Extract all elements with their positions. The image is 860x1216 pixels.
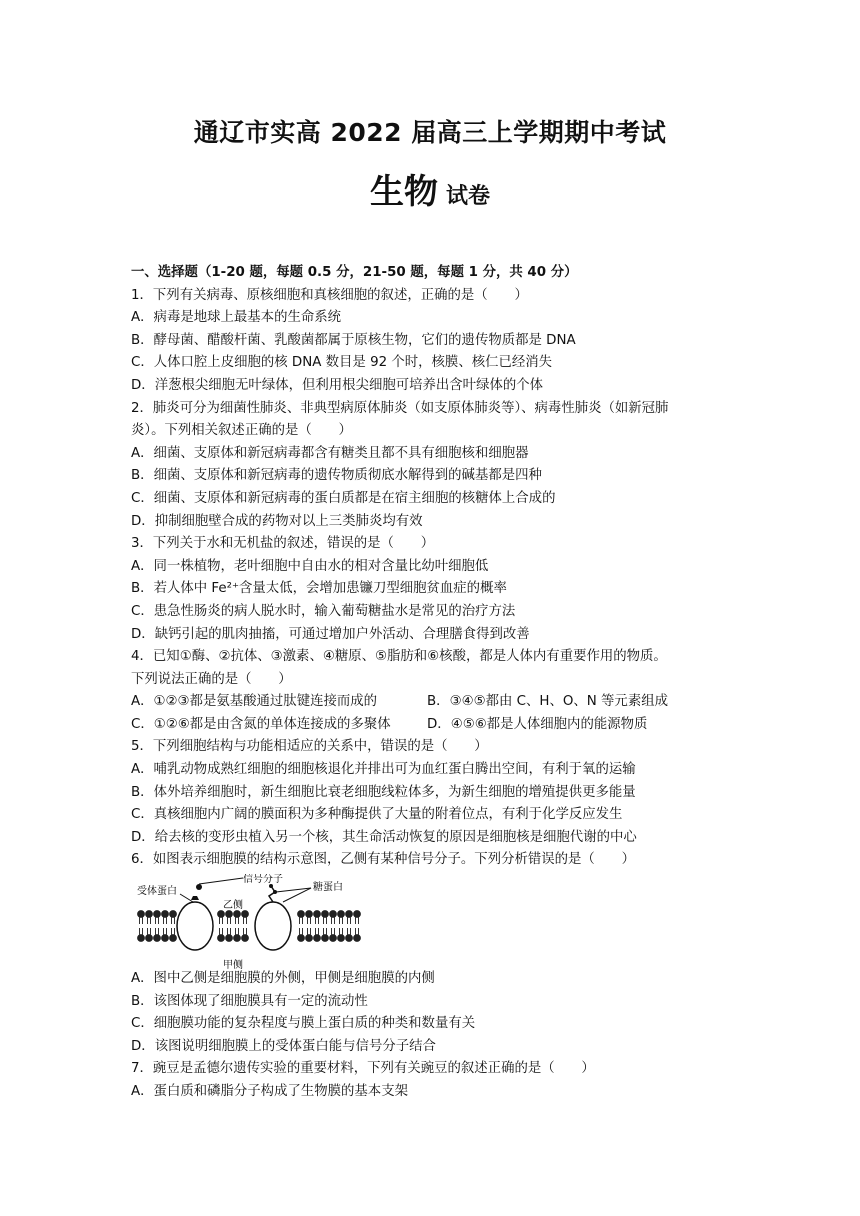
- option: C．患急性肠炎的病人脱水时，输入葡萄糖盐水是常见的治疗方法: [131, 603, 516, 619]
- option: A．①②③都是氨基酸通过肽键连接而成的: [131, 694, 378, 710]
- lipid-head: [314, 911, 321, 918]
- question-stem: 6．如图表示细胞膜的结构示意图，乙侧有某种信号分子。下列分析错误的是（ ）: [131, 852, 635, 868]
- option: D．缺钙引起的肌肉抽搐，可通过增加户外活动、合理膳食得到改善: [131, 626, 530, 642]
- lipid-head: [338, 935, 345, 942]
- lipid-head: [242, 911, 249, 918]
- option: B．若人体中 Fe²⁺含量太低，会增加患镰刀型细胞贫血症的概率: [131, 581, 507, 597]
- exam-subtitle: [0, 164, 860, 213]
- lipid-head: [154, 935, 161, 942]
- lipid-head: [234, 911, 241, 918]
- question-stem: 3．下列关于水和无机盐的叙述，错误的是（ ）: [131, 536, 435, 552]
- membrane-figure: [131, 872, 731, 971]
- lipid-head: [242, 935, 249, 942]
- label-side-a: 甲侧: [223, 960, 243, 971]
- label-receptor-protein: 受体蛋白: [137, 886, 177, 898]
- question-stem: 7．豌豆是孟德尔遗传实验的重要材料，下列有关豌豆的叙述正确的是（ ）: [131, 1061, 595, 1077]
- signal-molecule-shape: [191, 896, 199, 900]
- exam-title: 通辽市实高 2022 届高三上学期期中考试: [193, 118, 667, 147]
- lipid-head: [306, 935, 313, 942]
- option: A．病毒是地球上最基本的生命系统: [131, 310, 342, 326]
- lipid-head: [162, 911, 169, 918]
- lipid-head: [330, 935, 337, 942]
- lipid-tails: [140, 917, 359, 935]
- question-stem: 2．肺炎可分为细菌性肺炎、非典型病原体肺炎（如支原体肺炎等）、病毒性肺炎（如新冠肺: [131, 400, 669, 416]
- lipid-head: [322, 935, 329, 942]
- sugar-chain: [269, 886, 275, 902]
- option: D．洋葱根尖细胞无叶绿体，但利用根尖细胞可培养出含叶绿体的个体: [131, 377, 544, 393]
- question-stem: 下列说法正确的是（ ）: [131, 671, 292, 687]
- lipid-head: [170, 935, 177, 942]
- lipid-head: [234, 935, 241, 942]
- option: C．细胞膜功能的复杂程度与膜上蛋白质的种类和数量有关: [131, 1016, 476, 1032]
- option: D．该图说明细胞膜上的受体蛋白能与信号分子结合: [131, 1038, 436, 1054]
- phospholipid-bilayer: [138, 911, 361, 942]
- lipid-head: [146, 935, 153, 942]
- section-heading: 一、选择题（1-20 题，每题 0.5 分，21-50 题，每题 1 分，共 40 分）: [131, 265, 578, 280]
- receptor-protein-shape: [177, 902, 213, 950]
- label-glycoprotein: 糖蛋白: [313, 882, 343, 894]
- lipid-head: [354, 911, 361, 918]
- lipid-head: [346, 935, 353, 942]
- membrane-diagram: [135, 874, 365, 970]
- option: B．体外培养细胞时，新生细胞比衰老细胞线粒体多，为新生细胞的增殖提供更多能量: [131, 784, 636, 800]
- option: A．蛋白质和磷脂分子构成了生物膜的基本支架: [131, 1084, 408, 1099]
- lipid-head: [138, 911, 145, 918]
- option-row: [131, 691, 731, 714]
- lipid-head: [330, 911, 337, 918]
- lipid-head: [162, 935, 169, 942]
- question-stem: 4．已知①酶、②抗体、③激素、④糖原、⑤脂肪和⑥核酸，都是人体内有重要作用的物质。: [131, 649, 667, 665]
- lipid-head: [154, 911, 161, 918]
- lipid-head: [322, 911, 329, 918]
- lipid-head: [138, 935, 145, 942]
- option: B．③④⑤都由 C、H、O、N 等元素组成: [427, 694, 668, 710]
- lipid-head: [354, 935, 361, 942]
- option: B．细菌、支原体和新冠病毒的遗传物质彻底水解得到的碱基都是四种: [131, 468, 542, 484]
- option: C．①②⑥都是由含氮的单体连接成的多聚体: [131, 716, 391, 732]
- lipid-head: [218, 935, 225, 942]
- lipid-head: [338, 911, 345, 918]
- option: A．细菌、支原体和新冠病毒都含有糖类且都不具有细胞核和细胞器: [131, 445, 529, 461]
- lipid-head: [170, 911, 177, 918]
- lipid-head: [226, 911, 233, 918]
- option: B．酵母菌、醋酸杆菌、乳酸菌都属于原核生物，它们的遗传物质都是 DNA: [131, 332, 576, 348]
- option: D．④⑤⑥都是人体细胞内的能源物质: [427, 716, 648, 732]
- lipid-head: [306, 911, 313, 918]
- option: A．同一株植物，老叶细胞中自由水的相对含量比幼叶细胞低: [131, 558, 489, 574]
- question-stem: 1．下列有关病毒、原核细胞和真核细胞的叙述，正确的是（ ）: [131, 287, 528, 303]
- lipid-head: [346, 911, 353, 918]
- option: C．细菌、支原体和新冠病毒的蛋白质都是在宿主细胞的核糖体上合成的: [131, 490, 556, 506]
- question-stem: 炎）。下列相关叙述正确的是（ ）: [131, 423, 352, 439]
- subject-name: 生物: [369, 172, 438, 212]
- lipid-head: [314, 935, 321, 942]
- label-side-b: 乙侧: [223, 900, 243, 912]
- lipid-head: [226, 935, 233, 942]
- lipid-head: [298, 935, 305, 942]
- option-row: [131, 714, 731, 737]
- option: C．真核细胞内广阔的膜面积为多种酶提供了大量的附着位点，有利于化学反应发生: [131, 807, 623, 823]
- option: D．给去核的变形虫植入另一个核，其生命活动恢复的原因是细胞核是细胞代谢的中心: [131, 829, 637, 845]
- glycoprotein-shape: [255, 902, 291, 950]
- option: A．哺乳动物成熟红细胞的细胞核退化并排出可为血红蛋白腾出空间，有利于氧的运输: [131, 762, 636, 778]
- paper-label: 试卷: [445, 184, 490, 209]
- option: A．图中乙侧是细胞膜的外侧，甲侧是细胞膜的内侧: [131, 971, 435, 987]
- signal-molecule-free: [196, 884, 202, 890]
- option: B．该图体现了细胞膜具有一定的流动性: [131, 993, 368, 1009]
- lipid-head: [146, 911, 153, 918]
- lipid-head: [218, 911, 225, 918]
- question-list: [131, 262, 731, 1104]
- question-stem: 5．下列细胞结构与功能相适应的关系中，错误的是（ ）: [131, 739, 488, 755]
- option: C．人体口腔上皮细胞的核 DNA 数目是 92 个时，核膜、核仁已经消失: [131, 355, 553, 371]
- label-signal-molecule: 信号分子: [243, 874, 283, 886]
- lipid-head: [298, 911, 305, 918]
- option: D．抑制细胞壁合成的药物对以上三类肺炎均有效: [131, 513, 423, 529]
